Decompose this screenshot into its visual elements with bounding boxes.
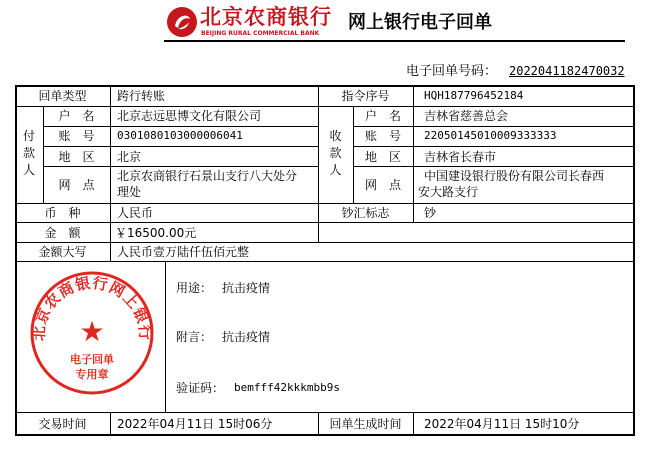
payee-name-label: 户 名 <box>364 109 401 123</box>
txn-time-value: 2022年04月11日 15时06分 <box>117 417 273 431</box>
payee-name-value: 吉林省慈善总会 <box>424 109 509 123</box>
receipt-no-value: 2022041182470032 <box>509 64 625 78</box>
seq-no-value: HQH187796452184 <box>424 89 524 102</box>
bank-name-en: BEIJING RURAL COMMERCIAL BANK <box>201 30 320 37</box>
payee-section-text: 收款人 <box>329 129 342 177</box>
payer-region-label: 地 区 <box>58 150 95 164</box>
cash-flag-value: 钞 <box>424 206 437 220</box>
payee-section-label <box>318 128 353 179</box>
receipt-type-value: 跨行转账 <box>117 89 166 103</box>
currency-value: 人民币 <box>117 206 154 220</box>
payee-branch-value-line1: 中国建设银行股份有限公司长春西 <box>424 169 605 183</box>
payee-branch-label: 网 点 <box>364 178 401 192</box>
txn-time-label: 交易时间 <box>38 417 87 431</box>
seal-star-icon: ★ <box>79 315 105 348</box>
amount-label: 金 额 <box>44 226 81 240</box>
gen-time-value: 2022年04月11日 15时10分 <box>424 417 580 431</box>
currency-label: 币 种 <box>44 206 81 220</box>
official-seal <box>27 268 157 398</box>
amount-upper-value: 人民币壹万陆仟伍佰元整 <box>117 245 250 259</box>
payer-name-label: 户 名 <box>58 109 95 123</box>
payer-account-value: 0301080103000006041 <box>117 129 243 142</box>
seq-no-label: 指令序号 <box>341 89 390 103</box>
payer-name-value: 北京志远思博文化有限公司 <box>117 109 262 123</box>
payee-region-label: 地 区 <box>364 150 401 164</box>
amount-upper-label: 金额大写 <box>38 245 87 259</box>
cash-flag-label: 钞汇标志 <box>341 206 390 220</box>
payer-section-label <box>15 128 43 179</box>
verify-code-label: 验证码： <box>176 381 225 395</box>
verify-code-value: bemfff42kkkmbb9s <box>234 381 340 394</box>
header-rule <box>164 40 625 42</box>
payee-region-value: 吉林省长春市 <box>424 150 497 164</box>
payer-section-text: 付款人 <box>23 129 36 177</box>
payee-account-value: 22050145010009333333 <box>424 129 557 142</box>
payer-branch-value-line2: 理处 <box>117 185 142 199</box>
seal-line2: 专用章 <box>75 368 109 381</box>
payee-branch-value-line2: 安大路支行 <box>418 185 479 199</box>
payee-account-label: 账 号 <box>364 129 401 143</box>
receipt-type-label: 回单类型 <box>38 89 87 103</box>
bank-logo-icon <box>166 6 198 38</box>
receipt-no-label: 电子回单号码： <box>406 64 498 79</box>
purpose-label: 用途： <box>176 281 213 295</box>
purpose-value: 抗击疫情 <box>222 281 271 295</box>
gen-time-label: 回单生成时间 <box>329 417 402 431</box>
bank-name-cn: 北京农商银行 <box>200 5 332 29</box>
postscript-value: 抗击疫情 <box>222 330 271 344</box>
bank-logo <box>166 6 198 38</box>
doc-title: 网上银行电子回单 <box>348 12 492 33</box>
official-seal-graphic <box>27 268 157 398</box>
seal-line1: 电子回单 <box>70 353 114 366</box>
postscript-label: 附言： <box>176 330 213 344</box>
amount-value: ￥16500.00元 <box>115 226 197 240</box>
payer-branch-value-line1: 北京农商银行石景山支行八大处分 <box>117 169 298 183</box>
payer-region-value: 北京 <box>117 150 142 164</box>
payer-branch-label: 网 点 <box>58 178 95 192</box>
payer-account-label: 账 号 <box>58 129 95 143</box>
seal-arc-text: 北京农商银行网上银行 <box>29 273 155 342</box>
